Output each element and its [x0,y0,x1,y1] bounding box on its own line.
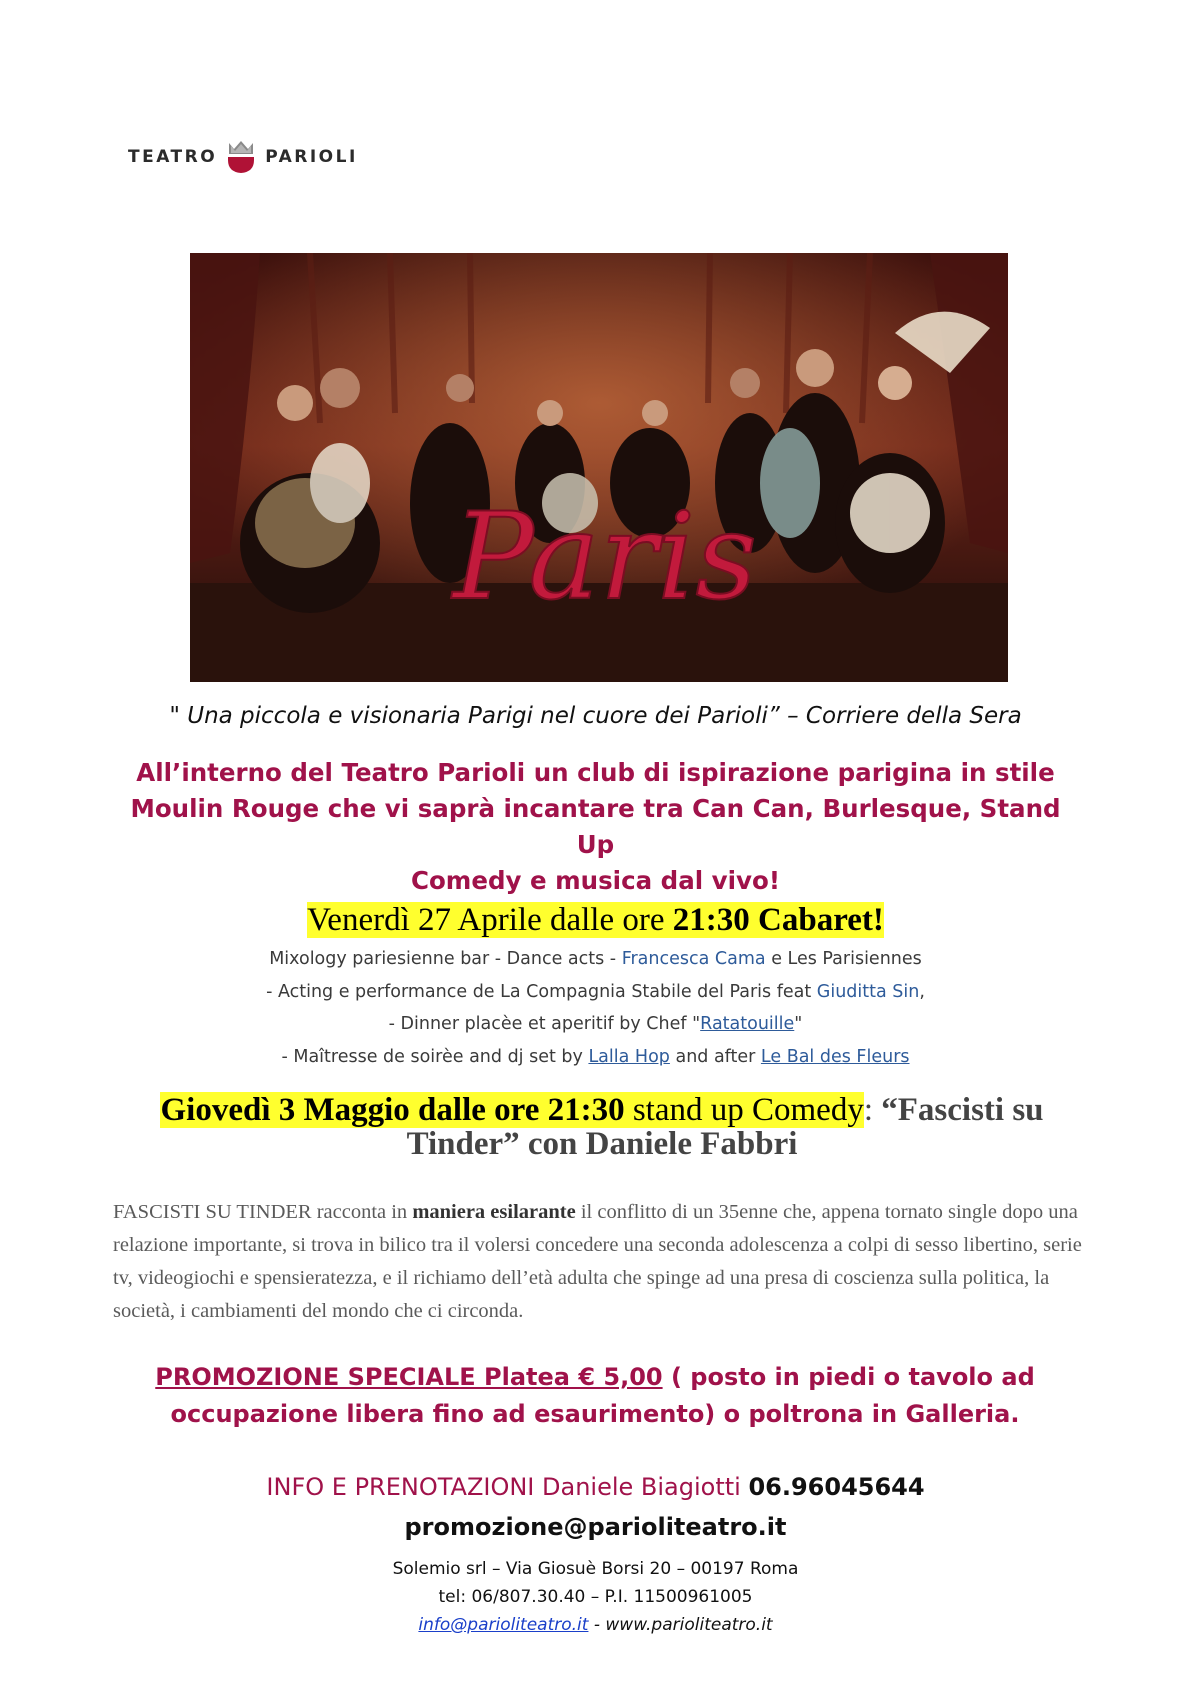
headline-line-1: All’interno del Teatro Parioli un club di ispirazione parigina in stile [136,758,1055,787]
press-quote [0,703,1191,729]
contact-name: Daniele Biagiotti [534,1473,749,1501]
program-text: - Maîtresse de soirèe and dj set by [281,1046,589,1067]
booking-info [0,1473,1191,1501]
footer-separator: - [588,1615,606,1635]
event-2-date: Giovedì 3 Maggio dalle ore 21:30 [160,1092,625,1128]
company-address: Solemio srl – Via Giosuè Borsi 20 – 00197 Roma [392,1559,799,1579]
program-text: Mixology pariesienne bar - Dance acts - [269,949,622,969]
program-text: - Dinner placèe et aperitif by Chef " [388,1014,701,1034]
program-text: - Acting e performance de La Compagnia Stabile del Paris feat [266,981,817,1002]
bal-des-fleurs-link[interactable]: Le Bal des Fleurs [760,1046,910,1067]
promo-text: ( posto in piedi o tavolo ad [662,1363,1035,1391]
headline-line-3: Comedy e musica dal vivo! [410,866,781,895]
footer [0,1555,1191,1639]
event-2-show: “Fascisti su Tinder” con Daniele Fabbri [406,1092,1044,1162]
info-email-link[interactable]: info@parioliteatro.it [418,1615,589,1635]
website-link[interactable]: www.parioliteatro.it [605,1615,773,1635]
description-text: FASCISTI SU TINDER racconta in [113,1201,413,1223]
headline-line-2: Moulin Rouge che vi saprà incantare tra Can Can, Burlesque, Stand Up [130,794,1061,859]
event-1-program [0,943,1191,1073]
program-line-1 [0,943,1191,976]
program-text: , [919,981,925,1002]
event-1-title [0,902,1191,939]
program-line-2 [0,976,1191,1009]
performer-name: Giuditta Sin [816,981,920,1002]
event-2-separator: : [863,1092,882,1128]
footer-contacts [0,1611,1191,1639]
quote-text: Una piccola e visionaria Parigi nel cuore dei Parioli” – Corriere della Sera [187,703,1022,729]
paris-script-logo: Paris [452,488,758,627]
event-1-time: 21:30 Cabaret! [672,902,884,938]
show-description [113,1196,1083,1328]
booking-label: INFO E PRENOTAZIONI [266,1473,535,1501]
program-text: and after [669,1046,761,1067]
event-2-title [112,1093,1092,1161]
program-text: e Les Parisiennes [765,949,922,969]
crown-shield-icon [227,140,255,174]
event-1-date: Venerdì 27 Aprile dalle ore [307,902,673,938]
promo-line-1 [100,1359,1090,1396]
promo-price: PROMOZIONE SPECIALE Platea € 5,00 [155,1363,663,1391]
description-text: il conflitto di un 35enne che, appena tornato single dopo una relazione importante, si trova in bilico tra il volersi concedere una seconda adolescenza a colpi di sesso libertino, serie tv, videogiochi e spensieratezza, e il richiamo dell’età adulta che spinge ad una presa di coscienza sulla politica, la società, i cambiamenti del mondo che ci circonda. [113,1201,1082,1322]
program-line-3 [0,1008,1191,1041]
company-tel-vat: tel: 06/807.30.40 – P.I. 11500961005 [438,1587,753,1607]
program-line-4 [0,1041,1191,1074]
booking-email[interactable]: promozione@parioliteatro.it [404,1513,787,1541]
program-text: " [794,1014,803,1034]
event-2-genre: stand up Comedy [624,1092,864,1128]
performer-name: Francesca Cama [621,949,766,969]
ratatouille-link[interactable]: Ratatouille [700,1014,795,1034]
contact-phone: 06.96045644 [748,1473,925,1501]
logo-word-left: TEATRO [128,147,218,167]
theatre-logo [128,140,358,174]
logo-word-right: PARIOLI [265,147,358,167]
lalla-hop-link[interactable]: Lalla Hop [588,1046,670,1067]
show-photo [190,253,1008,682]
headline [128,755,1063,899]
promo-line-2: occupazione libera fino ad esaurimento) o poltrona in Galleria. [170,1400,1020,1428]
special-promotion [100,1359,1090,1433]
description-emphasis: maniera esilarante [412,1201,576,1223]
quote-open-mark: " [169,703,180,729]
